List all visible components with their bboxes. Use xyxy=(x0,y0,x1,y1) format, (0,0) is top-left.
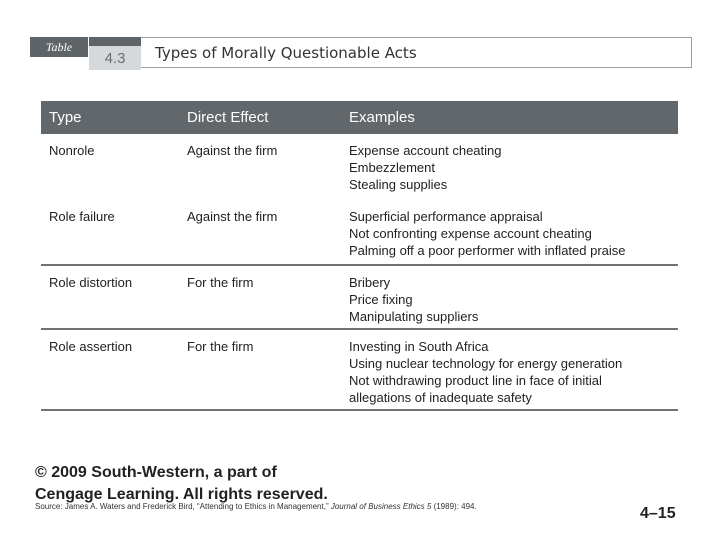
example-line: Expense account cheating xyxy=(349,143,502,158)
row-separator xyxy=(41,409,678,411)
table-number: 4.3 xyxy=(89,46,141,70)
cell-direct-effect: Against the firm xyxy=(187,143,278,158)
example-line: Using nuclear technology for energy generation xyxy=(349,356,623,371)
example-line: Palming off a poor performer with inflated praise xyxy=(349,243,626,258)
source-citation xyxy=(35,502,477,511)
example-line: Manipulating suppliers xyxy=(349,309,479,324)
copyright-notice: © 2009 South-Western, a part of Cengage Learning. All rights reserved. xyxy=(35,464,328,503)
cell-type: Role failure xyxy=(49,209,115,224)
cell-examples xyxy=(349,338,622,406)
table-row xyxy=(41,200,678,266)
table-title: Types of Morally Questionable Acts xyxy=(141,37,692,68)
source-journal: Journal of Business Ethics 5 xyxy=(330,502,432,511)
cell-examples xyxy=(349,208,626,259)
column-header-examples: Examples xyxy=(349,109,415,126)
example-line: Superficial performance appraisal xyxy=(349,209,543,224)
example-line: Price fixing xyxy=(349,292,413,307)
cell-type: Role distortion xyxy=(49,275,133,290)
cell-direct-effect: For the firm xyxy=(187,339,254,354)
table-header-row xyxy=(41,101,678,134)
example-line: Not withdrawing product line in face of initial xyxy=(349,373,602,388)
cell-examples xyxy=(349,274,478,325)
table-row xyxy=(41,266,678,330)
cell-type: Role assertion xyxy=(49,339,133,354)
table-tab-label: Table xyxy=(30,37,88,57)
example-line: Not confronting expense account cheating xyxy=(349,226,592,241)
source-text: Source: James A. Waters and Frederick Bird, “Attending to Ethics in Management,” xyxy=(35,502,331,511)
example-line: Embezzlement xyxy=(349,160,435,175)
cell-type: Nonrole xyxy=(49,143,95,158)
table-number-box xyxy=(89,37,141,70)
table-row xyxy=(41,330,678,411)
example-line: Bribery xyxy=(349,275,391,290)
page-number: 4–15 xyxy=(640,505,676,522)
example-line: Investing in South Africa xyxy=(349,339,489,354)
source-suffix: (1989): 494. xyxy=(431,502,477,511)
example-line: Stealing supplies xyxy=(349,177,448,192)
cell-direct-effect: Against the firm xyxy=(187,209,278,224)
column-header-direct-effect: Direct Effect xyxy=(187,109,269,126)
column-header-type: Type xyxy=(49,109,82,126)
cell-direct-effect: For the firm xyxy=(187,275,254,290)
cell-examples xyxy=(349,142,502,193)
table-row xyxy=(41,134,678,200)
example-line: allegations of inadequate safety xyxy=(349,390,532,405)
